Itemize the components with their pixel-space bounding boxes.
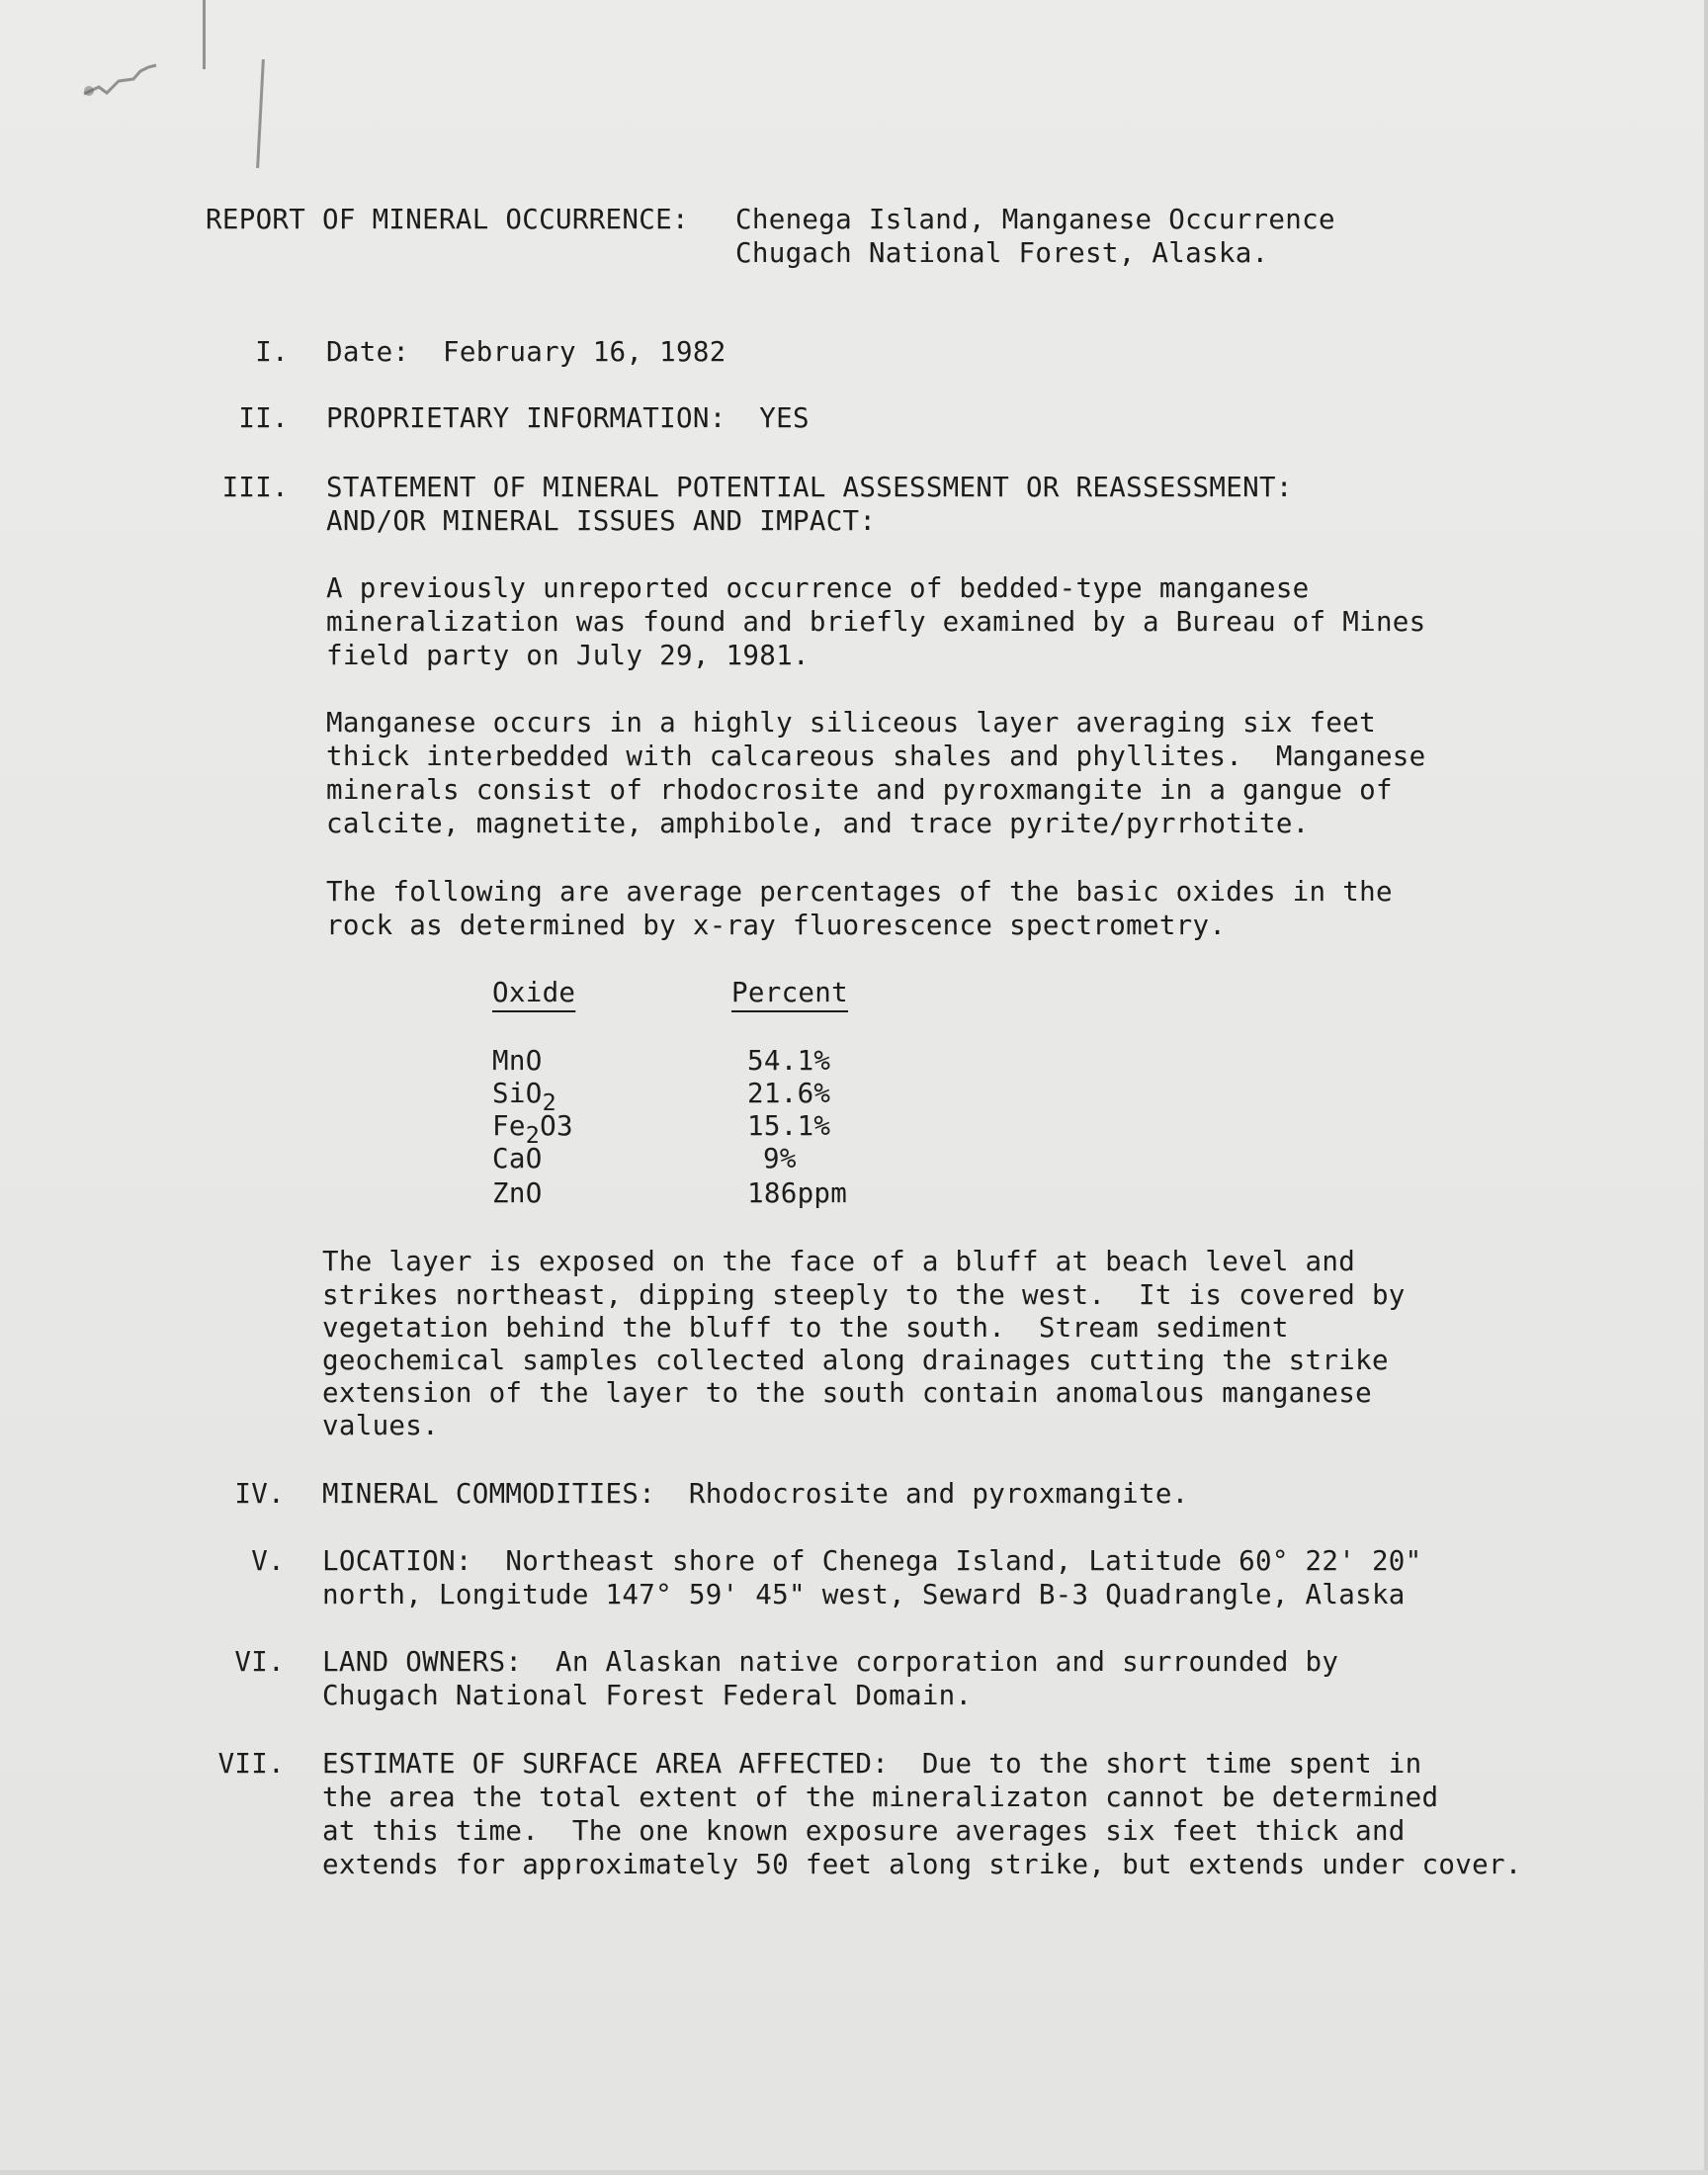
table-cell-oxide: SiO$_2$	[492, 1078, 556, 1117]
table-cell-percent: 21.6%	[747, 1078, 831, 1109]
table-cell-percent: 186ppm	[747, 1177, 848, 1209]
paragraph-line: values.	[322, 1410, 439, 1441]
paragraph-line: Manganese occurs in a highly siliceous layer averaging six feet	[326, 707, 1376, 739]
surface-area-line: extends for approximately 50 feet along strike, but extends under cover.	[322, 1849, 1522, 1880]
table-cell-percent: 15.1%	[747, 1110, 831, 1142]
table-cell-percent: 9%	[763, 1143, 797, 1174]
location-line: north, Longitude 147° 59' 45" west, Seward B-3 Quadrangle, Alaska	[322, 1579, 1406, 1610]
paragraph-line: strikes northeast, dipping steeply to the west. It is covered by	[322, 1279, 1406, 1311]
paragraph-line: The layer is exposed on the face of a bluff at beach level and	[322, 1246, 1356, 1277]
paragraph-line: vegetation behind the bluff to the south. Stream sediment	[322, 1312, 1289, 1344]
paragraph-line: geochemical samples collected along drainages cutting the strike	[322, 1345, 1389, 1376]
paragraph-line: field party on July 29, 1981.	[326, 640, 810, 671]
scan-artifact-line	[203, 0, 206, 69]
table-cell-oxide: ZnO	[492, 1177, 543, 1209]
proprietary-line: PROPRIETARY INFORMATION: YES	[326, 402, 810, 434]
paragraph-line: calcite, magnetite, amphibole, and trace pyrite/pyrrhotite.	[326, 808, 1310, 839]
paragraph-line: The following are average percentages of the basic oxides in the	[326, 876, 1393, 908]
table-header-oxide: Oxide	[492, 977, 576, 1008]
paragraph-line: mineralization was found and briefly examined by a Bureau of Mines	[326, 606, 1426, 638]
section-heading: AND/OR MINERAL ISSUES AND IMPACT:	[326, 505, 877, 537]
section-number: V.	[251, 1545, 285, 1577]
page-edge	[0, 2170, 1708, 2175]
surface-area-line: the area the total extent of the mineralizaton cannot be determined	[322, 1782, 1439, 1813]
table-header-percent: Percent	[731, 977, 848, 1008]
report-title-label: REPORT OF MINERAL OCCURRENCE:	[206, 204, 689, 235]
location-line: LOCATION: Northeast shore of Chenega Island, Latitude 60° 22' 20"	[322, 1545, 1422, 1577]
commodities-line: MINERAL COMMODITIES: Rhodocrosite and pyroxmangite.	[322, 1478, 1189, 1510]
section-number: IV.	[234, 1478, 285, 1510]
section-number: II.	[238, 402, 289, 434]
surface-area-line: at this time. The one known exposure averages six feet thick and	[322, 1815, 1406, 1847]
surface-area-line: ESTIMATE OF SURFACE AREA AFFECTED: Due to the short time spent in	[322, 1748, 1422, 1780]
report-title-line-1: Chenega Island, Manganese Occurrence	[735, 204, 1335, 235]
land-owners-line: LAND OWNERS: An Alaskan native corporation and surrounded by	[322, 1646, 1339, 1678]
section-number: I.	[255, 336, 289, 368]
section-number: VII.	[217, 1748, 285, 1780]
section-heading: STATEMENT OF MINERAL POTENTIAL ASSESSMENT OR REASSESSMENT:	[326, 472, 1293, 503]
paragraph-line: extension of the layer to the south contain anomalous manganese	[322, 1377, 1372, 1409]
paragraph-line: minerals consist of rhodocrosite and pyroxmangite in a gangue of	[326, 774, 1393, 806]
scan-smudge	[79, 49, 168, 109]
table-cell-oxide: $Fe_2O3$	[492, 1110, 573, 1150]
table-cell-percent: 54.1%	[747, 1045, 831, 1077]
paragraph-line: rock as determined by x-ray fluorescence spectrometry.	[326, 910, 1227, 941]
table-cell-oxide: CaO	[492, 1143, 543, 1174]
section-number: VI.	[234, 1646, 285, 1678]
paragraph-line: thick interbedded with calcareous shales and phyllites. Manganese	[326, 740, 1426, 772]
page-edge	[1704, 0, 1708, 2175]
table-cell-oxide: MnO	[492, 1045, 543, 1077]
land-owners-line: Chugach National Forest Federal Domain.	[322, 1680, 973, 1711]
paragraph-line: A previously unreported occurrence of bedded-type manganese	[326, 572, 1310, 604]
report-title-line-2: Chugach National Forest, Alaska.	[735, 237, 1269, 269]
scan-artifact-line	[256, 59, 265, 168]
date-line: Date: February 16, 1982	[326, 336, 726, 368]
section-number: III.	[221, 472, 289, 503]
